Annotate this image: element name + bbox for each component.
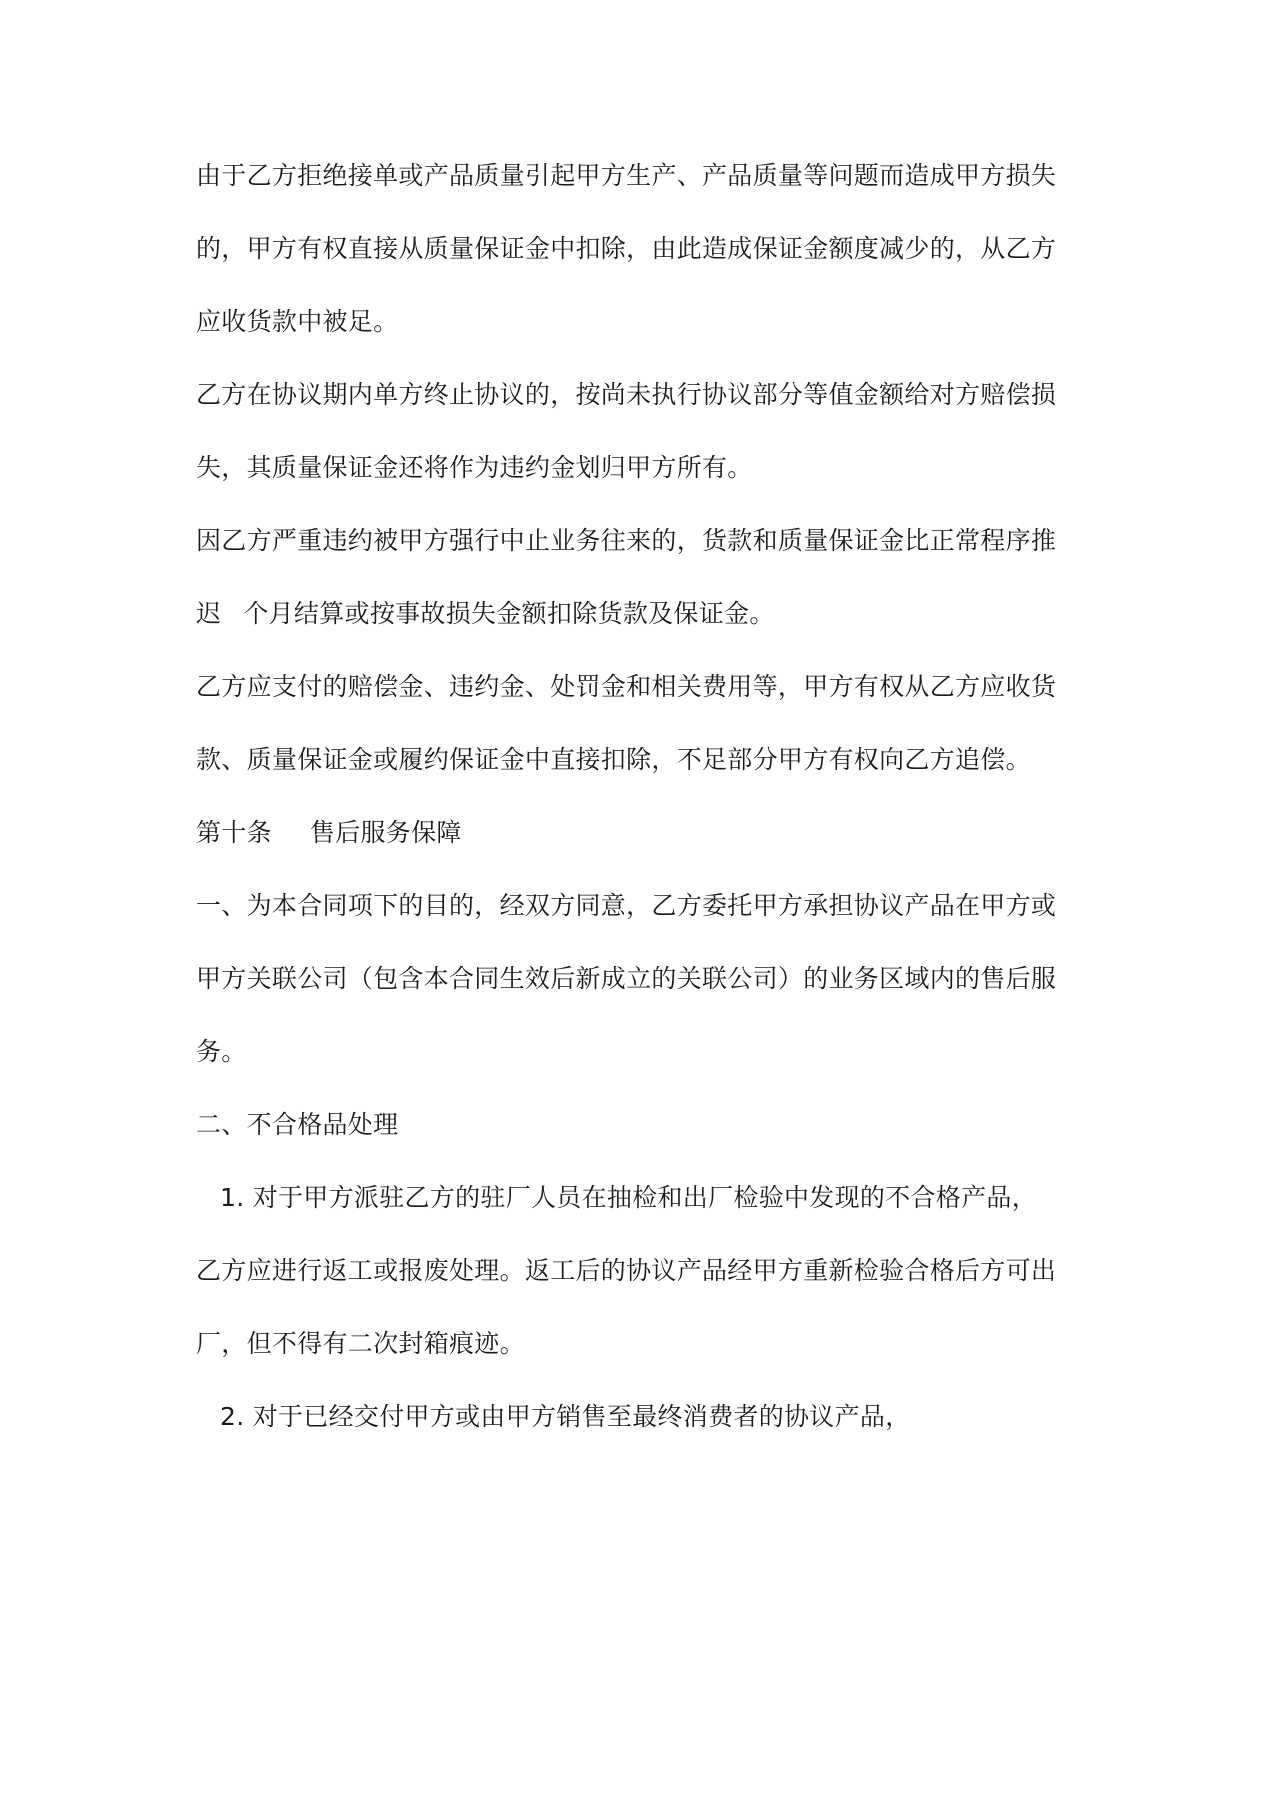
paragraph-line: 应收货款中被足。 [196, 307, 399, 336]
paragraph-line: 乙方应支付的赔偿金、违约金、处罚金和相关费用等，甲方有权从乙方应收货 [196, 672, 1057, 701]
paragraph-line: 由于乙方拒绝接单或产品质量引起甲方生产、产品质量等问题而造成甲方损失 [196, 161, 1057, 190]
paragraph-line: 乙方应进行返工或报废处理。返工后的协议产品经甲方重新检验合格后方可出 [196, 1256, 1057, 1285]
paragraph-line: 乙方在协议期内单方终止协议的，按尚未执行协议部分等值金额给对方赔偿损 [196, 380, 1057, 409]
paragraph-line: 一、为本合同项下的目的，经双方同意，乙方委托甲方承担协议产品在甲方或 [196, 891, 1057, 920]
paragraph-line: 因乙方严重违约被甲方强行中止业务往来的，货款和质量保证金比正常程序推 [196, 526, 1057, 555]
paragraph-line-split [196, 596, 1096, 632]
section-heading: 二、不合格品处理 [196, 1110, 399, 1139]
list-item-line: 2. 对于已经交付甲方或由甲方销售至最终消费者的协议产品， [220, 1402, 911, 1431]
article-number: 第十条 [196, 818, 272, 847]
article-title: 售后服务保障 [309, 818, 462, 847]
paragraph-line: 款、质量保证金或履约保证金中直接扣除，不足部分甲方有权向乙方追偿。 [196, 745, 1031, 774]
paragraph-line: 的，甲方有权直接从质量保证金中扣除，由此造成保证金额度减少的，从乙方 [196, 234, 1057, 263]
paragraph-line: 失，其质量保证金还将作为违约金划归甲方所有。 [196, 453, 753, 482]
list-item-line: 1. 对于甲方派驻乙方的驻厂人员在抽检和出厂检验中发现的不合格产品， [220, 1183, 1038, 1212]
paragraph-line: 务。 [196, 1037, 247, 1066]
paragraph-line: 甲方关联公司（包含本合同生效后新成立的关联公司）的业务区域内的售后服 [196, 964, 1057, 993]
document-body [196, 158, 1096, 1435]
article-heading [196, 815, 1096, 851]
line-fragment: 个月结算或按事故损失金额扣除货款及保证金。 [243, 599, 775, 628]
line-fragment: 迟 [196, 599, 222, 628]
paragraph-line: 厂，但不得有二次封箱痕迹。 [196, 1329, 525, 1358]
